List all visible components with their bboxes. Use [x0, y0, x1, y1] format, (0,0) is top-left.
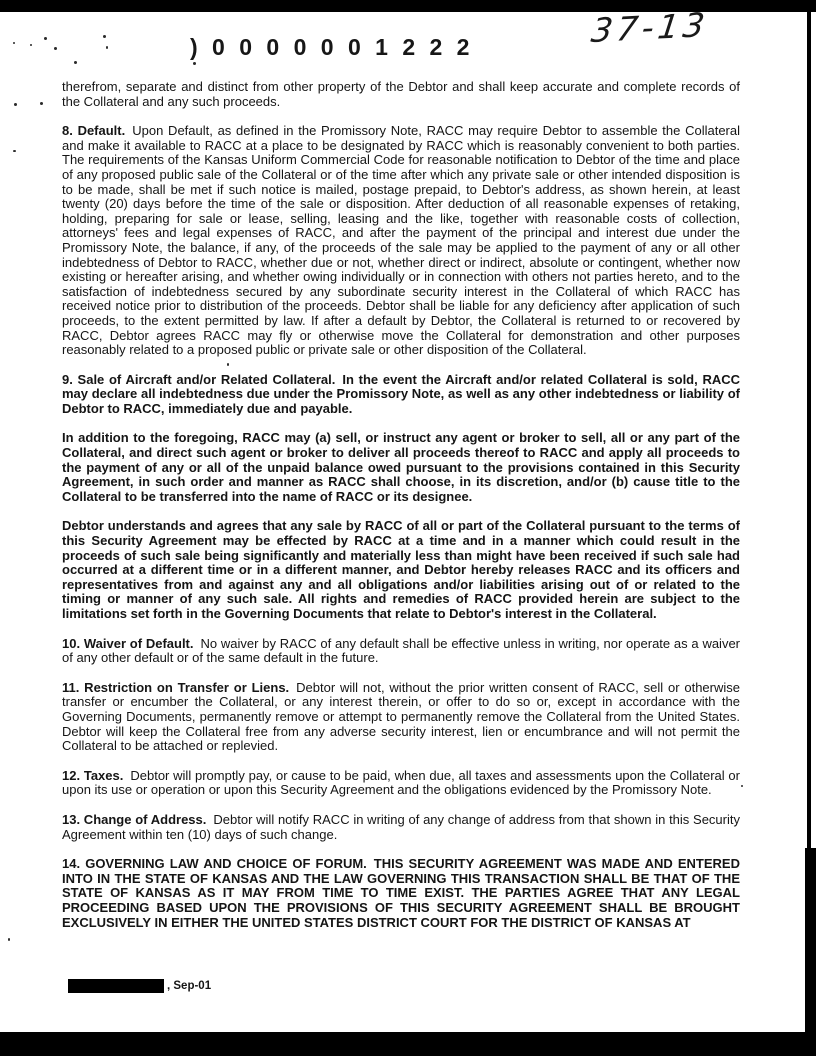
- paragraph-label: 9. Sale of Aircraft and/or Related Collateral.: [62, 371, 336, 387]
- scan-speck: [13, 150, 16, 152]
- paragraph-text: Debtor will notify RACC in writing of any change of address from that shown in this Security Agreement within ten (10) days of such change.: [62, 811, 740, 842]
- footer: [68, 979, 211, 993]
- footer-date: , Sep-01: [167, 980, 212, 992]
- scan-speck: [74, 61, 77, 64]
- paragraph-text: Debtor will not, without the prior written consent of RACC, sell or otherwise transfer or encumber the Collateral, or any interest therein, or offer to do so or, except in accordance with the Governing Documents, permanently remove or attempt to permanently remove the Collateral from the United States. Debtor will keep the Collateral free from any adverse security interest, lien or encumbrance and will not permit the Collateral to be attached or replevied.: [62, 679, 740, 754]
- paragraph-13-change-of-address: [62, 813, 740, 842]
- paragraph-14-governing-law: [62, 857, 740, 930]
- scan-edge-bar-bottom: [0, 1032, 816, 1056]
- scan-speck: [30, 44, 32, 46]
- handwritten-page-number: 37-13: [589, 4, 711, 51]
- paragraph-text: THIS SECURITY AGREEMENT WAS MADE AND ENTERED INTO IN THE STATE OF KANSAS AND THE LAW GOVERNING THIS TRANSACTION SHALL BE THAT OF THE STATE OF KANSAS AS IT MAY FROM TIME TO TIME EXIST. THE PARTIES AGREE THAT ANY LEGAL PROCEEDING BASED UPON THE PROVISIONS OF THIS SECURITY AGREEMENT SHALL BE BROUGHT EXCLUSIVELY IN EITHER THE UNITED STATES DISTRICT COURT FOR THE DISTRICT OF KANSAS AT: [62, 856, 740, 930]
- paragraph-text: No waiver by RACC of any default shall be effective unless in writing, nor operate as a waiver of any other default or of the same default in the future.: [62, 635, 741, 666]
- paragraph-8-default: [62, 124, 740, 358]
- scan-speck: [40, 102, 43, 105]
- paragraph-text: Upon Default, as defined in the Promissory Note, RACC may require Debtor to assemble the Collateral and make it available to RACC at a place to be designated by RACC which is reasonably convenient to both parties. The requirements of the Kansas Uniform Commercial Code for reasonable notification to Debtor of the time and place of any proposed public sale of the Collateral or of the time after which any private sale or other intended disposition is to be made, shall be met if such notice is mailed, postage prepaid, to Debtor's address, as shown herein, at least twenty (20) days before the time of the sale or disposition. After deduction of all reasonable expenses of retaking, holding, preparing for sale or lease, selling, leasing and the like, together with reasonable costs of collection, attorneys' fees and legal expenses of RACC, and after the payment of the principal and interest due under the Promissory Note, the balance, if any, of the proceeds of the sale may be applied to the payment of any or all other indebtedness of Debtor to RACC, whether due or not, whether direct or indirect, absolute or contingent, whether now existing or hereafter arising, and whether owing individually or in connection with others not parties hereto, and to the satisfaction of indebtedness secured by any subordinate security interest in the Collateral of which RACC has received notice prior to distribution of the proceeds. Debtor shall be liable for any deficiency after application of such proceeds, to the extent permitted by law. If after a default by Debtor, the Collateral is returned to or recovered by RACC, Debtor agrees RACC may fly or otherwise move the Collateral for demonstration and other purposes reasonably related to a proposed public or private sale or other disposition of the Collateral.: [62, 123, 740, 358]
- paragraph-text: In addition to the foregoing, RACC may (a) sell, or instruct any agent or broker to sell, all or any part of the Collateral, and direct such agent or broker to deliver all proceeds thereof to RACC and apply all proceeds to the payment of any or all of the unpaid balance owed pursuant to the provisions contained in this Security Agreement, in such order and manner as RACC shall choose, in its discretion, and/or (b) cause title to the Collateral to be transferred into the name of RACC or its designee.: [62, 430, 740, 504]
- paragraph-label: 8. Default.: [62, 123, 126, 139]
- paragraph-11-restriction-on-transfer: [62, 681, 740, 754]
- scan-speck: [44, 37, 47, 40]
- scan-speck: [8, 938, 10, 941]
- paragraph-label: 11. Restriction on Transfer or Liens.: [62, 679, 290, 695]
- scan-edge-line-right-lower: [805, 848, 816, 1056]
- paragraph-label: 12. Taxes.: [62, 767, 124, 783]
- scan-speck: [13, 42, 15, 44]
- scan-speck: [193, 62, 196, 65]
- paragraph-text: therefrom, separate and distinct from other property of the Debtor and shall keep accurate and complete records of the Collateral and any such proceeds.: [62, 79, 740, 109]
- paragraph-label: 10. Waiver of Default.: [62, 635, 194, 651]
- paragraph-text: Debtor understands and agrees that any sale by RACC of all or part of the Collateral pursuant to the terms of this Security Agreement may be effected by RACC at a time and in a manner which could result in the proceeds of such sale being significantly and materially less than might have been received if such sale had occurred at a different time or in a different manner, and Debtor hereby releases RACC and its officers and representatives from and against any and all obligations and/or liabilities arising out of or related to the timing or manner of any such sale. All rights and remedies of RACC provided herein are subject to the limitations set forth in the Governing Documents that relate to Debtor's interest in the Collateral.: [62, 518, 740, 621]
- scan-speck: [103, 35, 106, 38]
- paragraph-continuation: [62, 80, 740, 109]
- paragraph-12-taxes: [62, 769, 740, 798]
- paragraph-label: 14. GOVERNING LAW AND CHOICE OF FORUM.: [62, 856, 367, 872]
- document-body: [62, 80, 740, 945]
- paragraph-10-waiver-of-default: [62, 637, 740, 666]
- stamped-document-number: ) 0 0 0 0 0 0 1 2 2 2: [190, 34, 474, 60]
- footer-redaction-bar: [68, 979, 164, 993]
- paragraph-debtor-understands: [62, 519, 740, 621]
- paragraph-label: 13. Change of Address.: [62, 811, 207, 827]
- paragraph-9-sale-of-aircraft: [62, 373, 740, 417]
- paragraph-text: In the event the Aircraft and/or related Collateral is sold, RACC may declare all indebtedness due under the Promissory Note, as well as any other indebtedness or liability of Debtor to RACC, immediately due and payable.: [62, 371, 740, 416]
- scan-speck: [106, 46, 108, 49]
- scan-speck: [14, 103, 17, 106]
- paragraph-text: Debtor will promptly pay, or cause to be paid, when due, all taxes and assessments upon the Collateral or upon its use or operation or upon this Security Agreement and the obligations evidenced by the Promissory Note.: [62, 767, 740, 798]
- scan-speck: [741, 785, 743, 787]
- scan-speck: [54, 47, 57, 50]
- paragraph-in-addition: [62, 431, 740, 504]
